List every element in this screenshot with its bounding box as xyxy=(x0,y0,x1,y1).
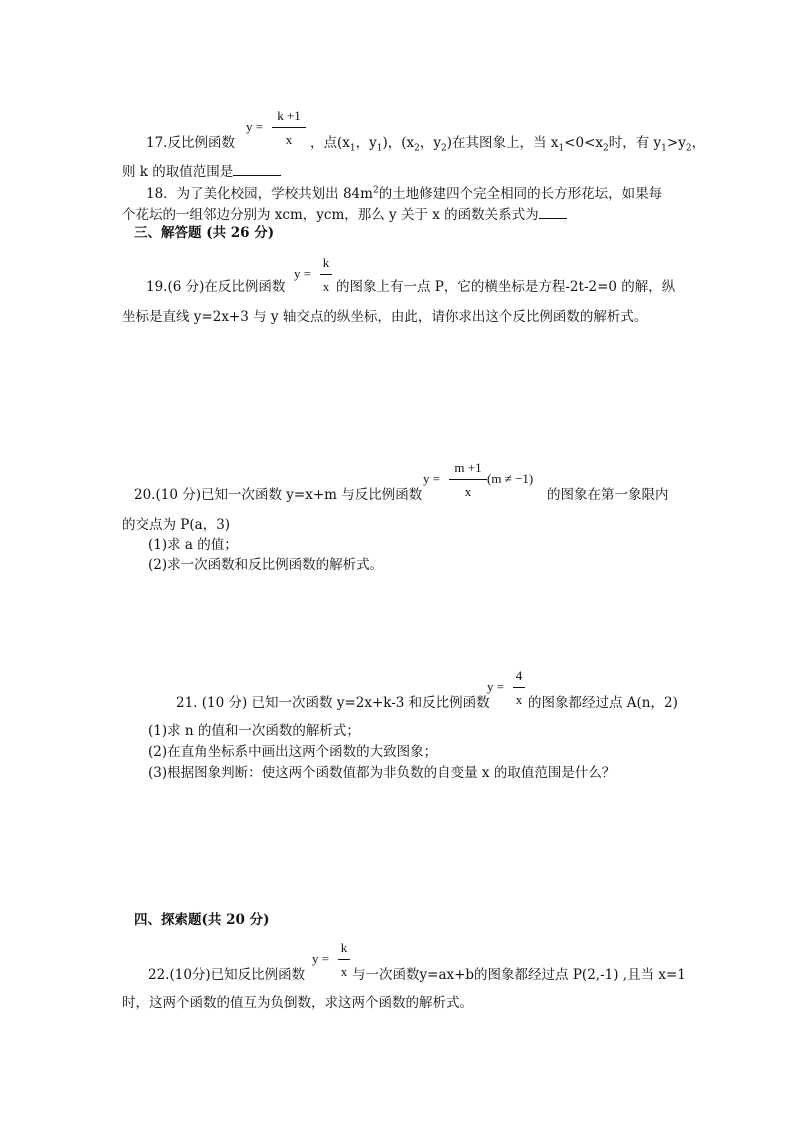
q17-sub-6: 2 xyxy=(603,143,609,154)
q17-text-d: )，(x xyxy=(382,135,415,151)
q21-fraction-bar xyxy=(513,687,525,688)
q17-text-c: ，y xyxy=(355,135,377,151)
q17-sub-1: 1 xyxy=(349,143,356,154)
q17-formula xyxy=(246,108,306,148)
q20-formula xyxy=(423,460,548,500)
q17-text-f: )在其图象上，当 x xyxy=(446,135,559,151)
q20-formula-lhs: y = xyxy=(423,471,441,486)
q20-part-1: (1)求 a 的值； xyxy=(148,537,238,553)
q20-part-2: (2)求一次函数和反比例函数的解析式。 xyxy=(148,557,384,573)
q22-line1-left: 22.(10分)已知反比例函数 xyxy=(148,967,306,983)
q19-fraction-bar xyxy=(320,274,332,275)
q17-line1-right xyxy=(310,134,705,152)
q17-formula-lhs: y = xyxy=(246,119,264,134)
q22-formula-lhs: y = xyxy=(312,951,330,966)
q20-line1-right: 的图象在第一象限内 xyxy=(547,487,669,503)
q21-line1-left: 21. (10 分) 已知一次函数 y=2x+k-3 和反比例函数 xyxy=(176,695,490,711)
q17-sub-3: 2 xyxy=(414,143,420,154)
q18-line1-b: 的土地修建四个完全相同的长方形花坛，如果每 xyxy=(378,186,663,202)
q21-formula-denominator: x xyxy=(515,692,523,707)
q22-formula-denominator: x xyxy=(340,964,348,979)
q18-superscript: 2 xyxy=(372,185,379,196)
q22-formula xyxy=(312,940,352,980)
q21-formula-lhs: y = xyxy=(487,679,505,694)
q19-line1-left: 19.(6 分)在反比例函数 xyxy=(146,279,286,295)
q22-line1-right: 与一次函数y=ax+b的图象都经过点 P(2,-1) ,且当 x=1 xyxy=(352,967,686,983)
q21-formula-numerator: 4 xyxy=(515,668,523,683)
q22-fraction-bar xyxy=(338,959,350,960)
q17-stem-label: 17.反比例函数 xyxy=(146,135,235,151)
q17-text-j: ， xyxy=(691,135,706,151)
q20-line2: 的交点为 P(a，3) xyxy=(122,517,231,533)
q19-line1-right: 的图象上有一点 P，它的横坐标是方程-2t-2=0 的解，纵 xyxy=(336,279,676,295)
q17-sub-7: 1 xyxy=(661,143,667,154)
q17-formula-denominator: x xyxy=(285,132,293,147)
q17-formula-numerator: k +1 xyxy=(277,108,301,123)
q17-line2-text: 则 k 的取值范围是 xyxy=(122,164,234,180)
q17-text-g: <0<x xyxy=(564,135,603,151)
q21-part-1: (1)求 n 的值和一次函数的解析式； xyxy=(148,723,360,739)
q17-fraction-bar xyxy=(272,127,306,128)
q18-line1 xyxy=(146,185,662,203)
q17-sub-8: 2 xyxy=(685,143,692,154)
q21-line1-right: 的图象都经过点 A(n，2) xyxy=(528,695,678,711)
q17-answer-blank[interactable] xyxy=(233,161,281,176)
section-4-heading: 四、探索题(共 20 分) xyxy=(134,912,270,928)
q17-line2 xyxy=(122,161,281,181)
q17-text-b: ，点(x xyxy=(310,135,350,151)
q20-fraction-bar xyxy=(449,479,487,480)
q22-line2: 时，这两个函数的值互为负倒数，求这两个函数的解析式。 xyxy=(122,995,473,1011)
q17-sub-4: 2 xyxy=(441,143,447,154)
q19-formula xyxy=(294,255,334,295)
q18-line2-text: 个花坛的一组邻边分别为 xcm，ycm，那么 y 关于 x 的函数关系式为 xyxy=(122,207,539,223)
q20-formula-condition: (m ≠ −1) xyxy=(487,471,534,486)
q21-formula xyxy=(487,668,527,708)
q18-answer-blank[interactable] xyxy=(539,204,567,219)
q20-formula-denominator: x xyxy=(464,484,472,499)
q19-line2: 坐标是直线 y=2x+3 与 y 轴交点的纵坐标，由此，请你求出这个反比例函数的解析式。 xyxy=(122,309,648,325)
q17-text-h: 时，有 y xyxy=(608,135,662,151)
q19-formula-denominator: x xyxy=(322,279,330,294)
q18-line2 xyxy=(122,204,567,224)
q22-formula-numerator: k xyxy=(340,940,348,955)
q20-line1-left: 20.(10 分)已知一次函数 y=x+m 与反比例函数 xyxy=(134,487,423,503)
q20-formula-numerator: m +1 xyxy=(454,460,482,475)
q18-line1-a: 18．为了美化校园，学校共划出 84m xyxy=(146,186,373,202)
q19-formula-lhs: y = xyxy=(294,266,312,281)
q21-part-3: (3)根据图象判断：使这两个函数值都为非负数的自变量 x 的取值范围是什么？ xyxy=(148,765,616,781)
q21-part-2: (2)在直角坐标系中画出这两个函数的大致图象； xyxy=(148,744,438,760)
q19-formula-numerator: k xyxy=(322,255,330,270)
q17-line1-left xyxy=(146,134,235,152)
section-3-heading: 三、解答题 (共 26 分) xyxy=(134,225,275,241)
q17-sub-5: 1 xyxy=(558,143,565,154)
q17-sub-2: 1 xyxy=(376,143,383,154)
q17-text-e: ，y xyxy=(419,135,442,151)
q17-text-i: >y xyxy=(666,135,686,151)
